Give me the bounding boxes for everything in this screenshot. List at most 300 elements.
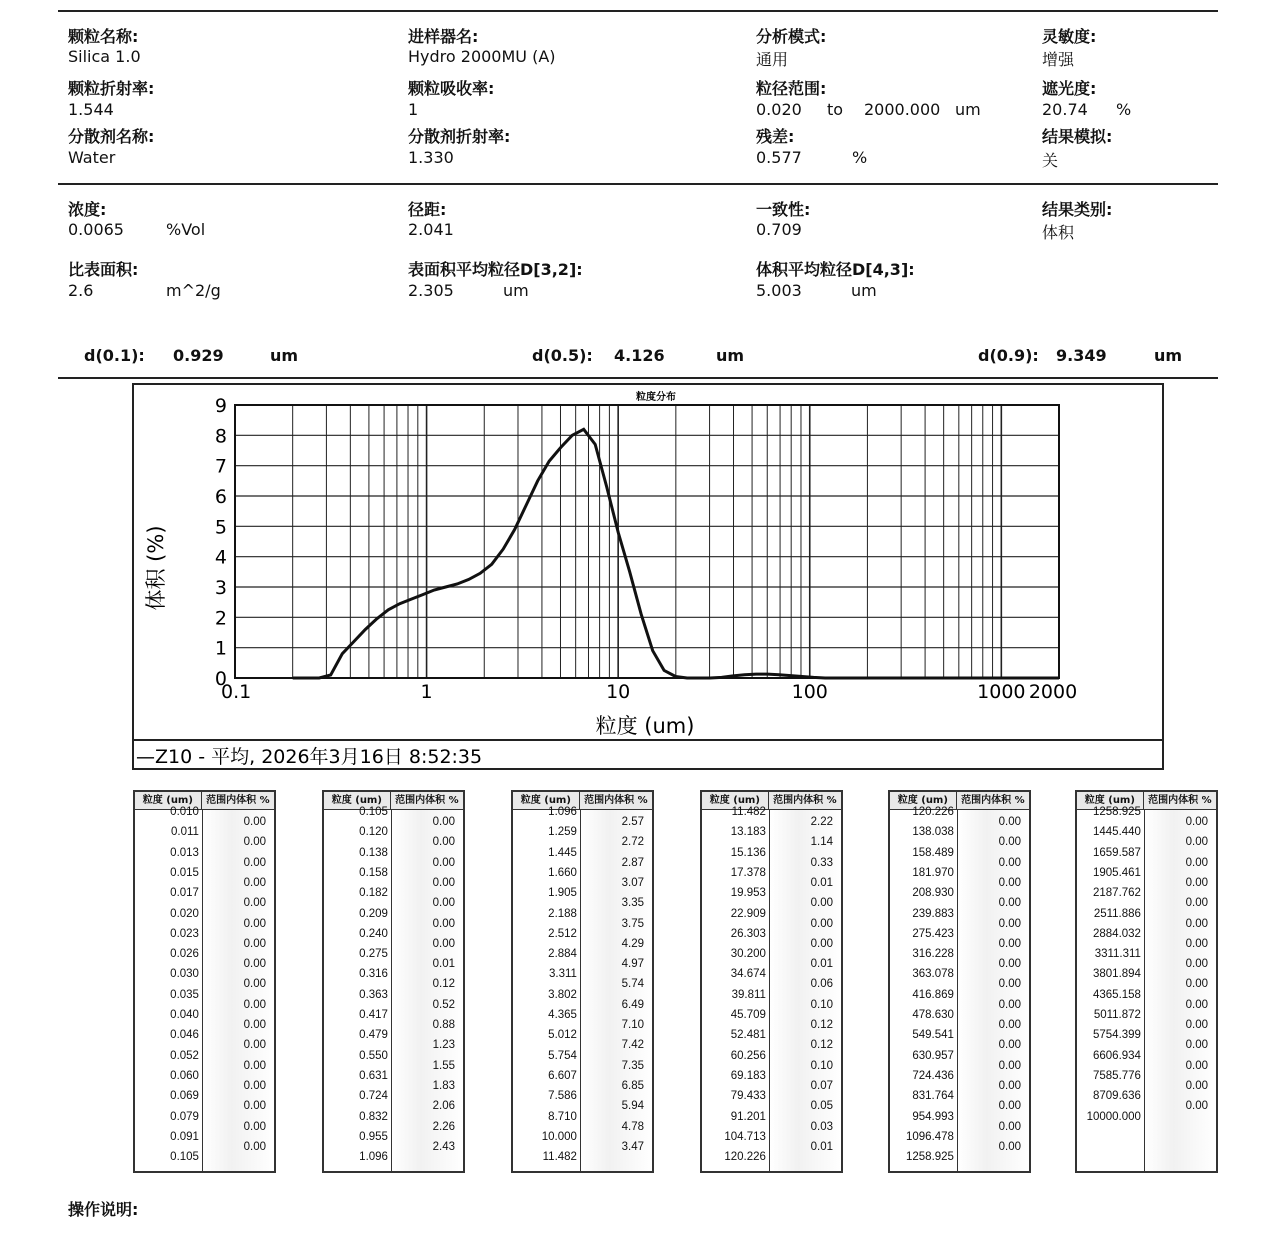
table-volume-cell: 0.00 [998, 917, 1021, 930]
table-volume-cell: 0.00 [1185, 816, 1208, 828]
table-size-cell: 91.201 [730, 1110, 766, 1123]
table-volume-cell: 0.01 [810, 958, 833, 971]
table-size-cell: 0.182 [359, 887, 388, 900]
table-size-cell: 5754.399 [1092, 1029, 1141, 1042]
table-volume-cell: 0.00 [432, 836, 455, 849]
table-volume-cell: 0.00 [243, 998, 266, 1011]
table-volume-cell: 0.10 [810, 1059, 833, 1072]
table-header-volume: 范围内体积 % [961, 795, 1025, 806]
table-size-cell: 0.316 [359, 968, 388, 981]
table-volume-cell: 2.43 [432, 1140, 455, 1153]
table-volume-cell: 2.06 [432, 1100, 455, 1113]
distribution-table [888, 790, 1031, 1173]
table-volume-cell: 0.00 [1185, 978, 1208, 991]
table-column-divider [1144, 809, 1146, 1171]
table-size-cell: 0.275 [359, 948, 388, 961]
table-size-cell: 10.000 [541, 1130, 577, 1143]
d90-unit: um [1154, 346, 1183, 365]
table-volume-cell: 0.00 [998, 856, 1021, 869]
table-volume-cell: 0.00 [1185, 836, 1208, 849]
table-volume-cell: 0.00 [243, 897, 266, 910]
table-size-cell: 0.105 [359, 806, 388, 818]
sampler-label: 进样器名: [408, 27, 479, 46]
table-volume-cell: 0.00 [243, 816, 266, 828]
d10-label: d(0.1): [84, 346, 145, 365]
table-size-cell: 30.200 [730, 948, 766, 961]
table-volume-cell: 0.00 [243, 978, 266, 991]
table-volume-cell: 0.00 [243, 836, 266, 849]
size-range-min: 0.020 [756, 100, 802, 119]
d32-label: 表面积平均粒径D[3,2]: [408, 260, 583, 279]
chart-svg [134, 385, 1162, 768]
table-volume-cell: 0.00 [432, 876, 455, 889]
table-volume-cell: 0.00 [1185, 1059, 1208, 1072]
table-volume-cell: 0.00 [1185, 1100, 1208, 1113]
table-column-divider [957, 809, 959, 1171]
y-tick-label: 8 [214, 425, 227, 448]
legend-entry: —Z10 - 平均, 2026年3月16日 8:52:35 [136, 746, 483, 768]
table-size-cell: 0.091 [170, 1130, 199, 1143]
table-volume-cell: 0.01 [810, 1140, 833, 1153]
header-divider [58, 183, 1218, 185]
table-volume-cell: 0.00 [810, 897, 833, 910]
table-volume-cell: 0.00 [243, 937, 266, 950]
table-volume-cell: 7.42 [621, 1039, 644, 1052]
table-size-cell: 239.883 [912, 907, 954, 920]
table-size-cell: 0.013 [170, 846, 199, 859]
obscuration-value: 20.74 [1042, 100, 1088, 119]
y-tick-label: 4 [214, 546, 227, 569]
table-size-cell: 1.660 [548, 866, 577, 879]
table-volume-cell: 0.00 [998, 1039, 1021, 1052]
table-volume-cell: 5.94 [621, 1100, 644, 1113]
d90-label: d(0.9): [978, 346, 1039, 365]
table-size-cell: 22.909 [730, 907, 766, 920]
table-volume-cell: 0.00 [998, 1100, 1021, 1113]
size-range-to: to [827, 100, 844, 119]
table-size-cell: 0.120 [359, 826, 388, 839]
d10-unit: um [270, 346, 299, 365]
x-tick-label: 100 [791, 681, 828, 703]
table-size-cell: 275.423 [912, 927, 954, 940]
table-size-cell: 11.482 [542, 1151, 577, 1164]
d10-value: 0.929 [173, 346, 224, 365]
table-column-divider [391, 809, 393, 1171]
table-volume-cell: 0.00 [243, 1100, 266, 1113]
table-size-cell: 1.096 [548, 806, 577, 818]
table-volume-cell: 0.00 [1185, 937, 1208, 950]
table-size-cell: 0.158 [359, 866, 388, 879]
x-tick-label: 1000 [977, 681, 1026, 703]
table-volume-cell: 1.14 [810, 836, 833, 849]
y-tick-label: 1 [214, 637, 227, 660]
table-size-cell: 6606.934 [1092, 1049, 1141, 1062]
table-volume-cell: 2.22 [810, 816, 833, 828]
table-size-cell: 2.188 [548, 907, 577, 920]
dispersant-ri-value: 1.330 [408, 148, 454, 167]
table-volume-cell: 7.10 [621, 1019, 644, 1031]
table-volume-cell: 0.05 [810, 1100, 833, 1113]
table-volume-cell: 0.00 [432, 816, 455, 828]
table-size-cell: 39.811 [731, 988, 766, 1001]
table-volume-cell: 5.74 [621, 978, 644, 991]
table-header-size: 粒度 (um) [135, 792, 202, 809]
table-size-cell: 831.764 [912, 1090, 954, 1103]
table-volume-cell: 0.00 [998, 978, 1021, 991]
table-size-cell: 0.138 [359, 846, 388, 859]
size-range-label: 粒径范围: [756, 79, 827, 98]
sampler-value: Hydro 2000MU (A) [408, 47, 556, 66]
x-tick-label: 0.1 [221, 681, 252, 703]
table-size-cell: 416.869 [912, 988, 954, 1001]
y-tick-label: 7 [214, 455, 227, 478]
table-volume-cell: 0.00 [432, 917, 455, 930]
table-volume-cell: 6.49 [621, 998, 644, 1011]
table-volume-cell: 3.07 [621, 876, 644, 889]
distribution-table [1075, 790, 1218, 1173]
table-volume-cell: 3.75 [621, 917, 644, 930]
table-volume-cell: 0.00 [1185, 856, 1208, 869]
particle-size-chart [132, 383, 1164, 770]
table-size-cell: 0.052 [170, 1049, 199, 1062]
table-volume-cell: 2.57 [621, 816, 644, 828]
table-volume-cell: 0.00 [998, 876, 1021, 889]
residual-value: 0.577 [756, 148, 802, 167]
table-size-cell: 2511.886 [1093, 907, 1141, 920]
top-rule [58, 10, 1218, 12]
table-size-cell: 0.011 [171, 826, 199, 839]
table-header-volume: 范围内体积 % [584, 795, 648, 806]
x-tick-label: 1 [420, 681, 433, 703]
table-volume-cell: 0.00 [810, 917, 833, 930]
table-volume-cell: 0.03 [810, 1120, 833, 1133]
ssa-unit: m^2/g [166, 281, 221, 300]
table-size-cell: 34.674 [730, 968, 766, 981]
refractive-value: 1.544 [68, 100, 114, 119]
uniformity-label: 一致性: [756, 200, 811, 219]
table-volume-cell: 0.00 [1185, 897, 1208, 910]
table-volume-cell: 0.00 [810, 937, 833, 950]
table-size-cell: 60.256 [730, 1049, 766, 1062]
size-range-max: 2000.000 [864, 100, 941, 119]
table-header-size: 粒度 (um) [324, 792, 391, 809]
table-volume-cell: 0.00 [243, 1039, 266, 1052]
table-size-cell: 5.754 [548, 1049, 577, 1062]
table-size-cell: 4.365 [548, 1009, 577, 1021]
table-size-cell: 3.311 [549, 968, 577, 981]
table-size-cell: 158.489 [912, 846, 954, 859]
table-size-cell: 7585.776 [1092, 1069, 1141, 1082]
obscuration-label: 遮光度: [1042, 79, 1097, 98]
table-size-cell: 0.079 [170, 1110, 199, 1123]
distribution-table [700, 790, 843, 1173]
d43-label: 体积平均粒径D[4,3]: [756, 260, 915, 279]
table-size-cell: 0.479 [359, 1029, 388, 1042]
table-size-cell: 0.017 [170, 887, 199, 900]
sensitivity-value: 增强 [1042, 50, 1075, 69]
table-volume-cell: 0.00 [432, 937, 455, 950]
table-size-cell: 2.512 [548, 927, 577, 940]
size-range-unit: um [955, 100, 981, 119]
table-size-cell: 138.038 [912, 826, 954, 839]
table-size-cell: 45.709 [730, 1009, 766, 1021]
distribution-table [322, 790, 465, 1173]
table-size-cell: 549.541 [912, 1029, 954, 1042]
table-volume-cell: 1.23 [432, 1039, 455, 1052]
y-tick-label: 9 [214, 395, 227, 417]
table-size-cell: 0.417 [359, 1009, 388, 1021]
table-volume-cell: 4.78 [621, 1120, 644, 1133]
table-header-size: 粒度 (um) [513, 792, 580, 809]
emulation-value: 关 [1042, 151, 1059, 170]
particle-name-label: 颗粒名称: [68, 27, 139, 46]
table-volume-cell: 0.00 [243, 1059, 266, 1072]
table-header-size: 粒度 (um) [702, 792, 769, 809]
table-column-divider [202, 809, 204, 1171]
distribution-table [511, 790, 654, 1173]
table-size-cell: 104.713 [724, 1130, 766, 1143]
x-axis-label: 粒度 (um) [595, 714, 695, 738]
analysis-mode-value: 通用 [756, 50, 789, 69]
analysis-mode-label: 分析模式: [756, 27, 827, 46]
table-size-cell: 0.631 [359, 1069, 388, 1082]
table-header-volume: 范围内体积 % [773, 795, 837, 806]
table-volume-cell: 4.97 [621, 958, 644, 971]
table-volume-cell: 7.35 [621, 1059, 644, 1072]
table-size-cell: 0.955 [359, 1130, 388, 1143]
table-volume-cell: 0.00 [998, 998, 1021, 1011]
table-volume-cell: 0.00 [1185, 1039, 1208, 1052]
d43-unit: um [851, 281, 877, 300]
table-size-cell: 2884.032 [1092, 927, 1141, 940]
table-volume-cell: 0.00 [1185, 1019, 1208, 1031]
table-volume-cell: 0.00 [1185, 917, 1208, 930]
table-size-cell: 0.035 [170, 988, 199, 1001]
table-size-cell: 0.105 [170, 1151, 199, 1164]
table-volume-cell: 1.83 [432, 1079, 455, 1092]
y-tick-label: 5 [214, 516, 227, 539]
table-size-cell: 2187.762 [1092, 887, 1141, 900]
table-volume-cell: 0.00 [243, 1120, 266, 1133]
table-size-cell: 1096.478 [905, 1130, 954, 1143]
table-size-cell: 0.060 [170, 1069, 199, 1082]
table-volume-cell: 3.35 [621, 897, 644, 910]
table-size-cell: 1905.461 [1092, 866, 1141, 879]
table-volume-cell: 0.00 [998, 816, 1021, 828]
table-volume-cell: 3.47 [621, 1140, 644, 1153]
table-header [324, 792, 463, 810]
table-volume-cell: 0.01 [810, 876, 833, 889]
table-size-cell: 0.015 [170, 866, 199, 879]
table-volume-cell: 0.00 [243, 1079, 266, 1092]
table-size-cell: 0.550 [359, 1049, 388, 1062]
table-volume-cell: 0.00 [998, 1019, 1021, 1031]
d50-label: d(0.5): [532, 346, 593, 365]
table-size-cell: 0.363 [359, 988, 388, 1001]
table-volume-cell: 2.87 [621, 856, 644, 869]
table-header [702, 792, 841, 810]
table-size-cell: 15.136 [730, 846, 766, 859]
table-size-cell: 5011.872 [1093, 1009, 1141, 1021]
table-volume-cell: 1.55 [432, 1059, 455, 1072]
table-size-cell: 2.884 [548, 948, 577, 961]
table-volume-cell: 0.00 [998, 897, 1021, 910]
table-size-cell: 1258.925 [1092, 806, 1141, 818]
table-volume-cell: 0.12 [810, 1039, 833, 1052]
table-size-cell: 1445.440 [1092, 826, 1141, 839]
d50-unit: um [716, 346, 745, 365]
table-size-cell: 363.078 [912, 968, 954, 981]
table-header [135, 792, 274, 810]
d32-value: 2.305 [408, 281, 454, 300]
uniformity-value: 0.709 [756, 220, 802, 239]
result-type-label: 结果类别: [1042, 200, 1113, 219]
table-size-cell: 120.226 [912, 806, 954, 818]
y-tick-label: 3 [214, 577, 227, 599]
table-header [513, 792, 652, 810]
d50-value: 4.126 [614, 346, 665, 365]
table-volume-cell: 2.72 [621, 836, 644, 849]
x-tick-label: 2000 [1028, 681, 1078, 703]
table-size-cell: 3.802 [548, 988, 577, 1001]
y-tick-label: 6 [214, 486, 227, 508]
table-size-cell: 8709.636 [1092, 1090, 1141, 1103]
table-header-volume: 范围内体积 % [395, 795, 459, 806]
table-size-cell: 120.226 [724, 1151, 766, 1164]
dispersant-label: 分散剂名称: [68, 127, 155, 146]
concentration-value: 0.0065 [68, 220, 124, 239]
table-volume-cell: 0.00 [432, 897, 455, 910]
residual-unit: % [852, 148, 868, 167]
table-volume-cell: 0.00 [998, 958, 1021, 971]
table-size-cell: 1.905 [548, 887, 577, 900]
table-size-cell: 1258.925 [905, 1151, 954, 1164]
obscuration-unit: % [1116, 100, 1132, 119]
table-volume-cell: 0.88 [432, 1019, 455, 1031]
table-volume-cell: 0.01 [432, 958, 455, 971]
dispersant-ri-label: 分散剂折射率: [408, 127, 511, 146]
table-size-cell: 724.436 [912, 1069, 954, 1082]
absorption-value: 1 [408, 100, 419, 119]
d43-value: 5.003 [756, 281, 802, 300]
particle-name-value: Silica 1.0 [68, 47, 141, 66]
table-size-cell: 954.993 [912, 1110, 954, 1123]
table-size-cell: 0.832 [359, 1110, 388, 1123]
table-size-cell: 17.378 [730, 866, 766, 879]
table-size-cell: 10000.000 [1086, 1110, 1141, 1123]
ssa-label: 比表面积: [68, 260, 139, 279]
table-size-cell: 26.303 [730, 927, 766, 940]
distribution-table [133, 790, 276, 1173]
table-size-cell: 1.096 [359, 1151, 388, 1164]
table-volume-cell: 0.00 [432, 856, 455, 869]
table-volume-cell: 0.00 [243, 958, 266, 971]
table-size-cell: 0.026 [170, 948, 199, 961]
y-axis-label: 体积 (%) [144, 525, 168, 611]
table-volume-cell: 0.00 [243, 1140, 266, 1153]
table-size-cell: 0.030 [170, 968, 199, 981]
table-volume-cell: 0.10 [810, 998, 833, 1011]
ssa-value: 2.6 [68, 281, 94, 300]
refractive-label: 颗粒折射率: [68, 79, 155, 98]
table-volume-cell: 0.00 [1185, 958, 1208, 971]
table-size-cell: 69.183 [730, 1069, 766, 1082]
table-size-cell: 478.630 [912, 1009, 954, 1021]
table-size-cell: 8.710 [548, 1110, 577, 1123]
table-header [890, 792, 1029, 810]
table-volume-cell: 0.00 [243, 876, 266, 889]
table-column-divider [769, 809, 771, 1171]
table-size-cell: 5.012 [548, 1029, 577, 1042]
table-size-cell: 0.724 [359, 1090, 388, 1103]
table-size-cell: 0.023 [170, 927, 199, 940]
table-size-cell: 0.069 [170, 1090, 199, 1103]
table-volume-cell: 0.33 [810, 856, 833, 869]
table-size-cell: 7.586 [548, 1090, 577, 1103]
table-volume-cell: 0.00 [998, 937, 1021, 950]
table-size-cell: 4365.158 [1092, 988, 1141, 1001]
table-size-cell: 52.481 [730, 1029, 766, 1042]
sensitivity-label: 灵敏度: [1042, 27, 1097, 46]
table-volume-cell: 6.85 [621, 1079, 644, 1092]
table-volume-cell: 0.00 [998, 836, 1021, 849]
table-volume-cell: 0.00 [998, 1079, 1021, 1092]
span-label: 径距: [408, 200, 447, 219]
table-size-cell: 3801.894 [1092, 968, 1141, 981]
concentration-label: 浓度: [68, 200, 107, 219]
table-volume-cell: 0.00 [998, 1120, 1021, 1133]
d32-unit: um [503, 281, 529, 300]
table-header-size: 粒度 (um) [1077, 792, 1144, 809]
table-volume-cell: 0.06 [810, 978, 833, 991]
result-type-value: 体积 [1042, 223, 1075, 242]
table-volume-cell: 4.29 [621, 937, 644, 950]
table-volume-cell: 2.26 [432, 1120, 455, 1133]
table-size-cell: 0.046 [170, 1029, 199, 1042]
table-size-cell: 0.040 [170, 1009, 199, 1021]
table-size-cell: 208.930 [912, 887, 954, 900]
d90-value: 9.349 [1056, 346, 1107, 365]
x-tick-label: 10 [606, 681, 631, 703]
table-volume-cell: 0.00 [998, 1140, 1021, 1153]
table-volume-cell: 0.00 [1185, 1079, 1208, 1092]
table-size-cell: 0.010 [170, 806, 199, 818]
table-volume-cell: 0.12 [432, 978, 455, 991]
table-volume-cell: 0.00 [243, 1019, 266, 1031]
table-size-cell: 0.020 [170, 907, 199, 920]
table-size-cell: 630.957 [912, 1049, 954, 1062]
table-column-divider [580, 809, 582, 1171]
concentration-unit: %Vol [166, 220, 206, 239]
table-size-cell: 1.259 [548, 826, 577, 839]
table-volume-cell: 0.00 [243, 856, 266, 869]
emulation-label: 结果模拟: [1042, 127, 1113, 146]
table-volume-cell: 0.52 [432, 998, 455, 1011]
table-size-cell: 1.445 [548, 846, 577, 859]
dispersant-value: Water [68, 148, 116, 167]
table-size-cell: 79.433 [730, 1090, 766, 1103]
table-size-cell: 3311.311 [1094, 948, 1141, 961]
table-size-cell: 13.183 [730, 826, 766, 839]
y-tick-label: 2 [214, 607, 227, 630]
dvalues-divider [58, 377, 1218, 379]
table-volume-cell: 0.00 [998, 1059, 1021, 1072]
y-tick-label: 0 [214, 668, 227, 690]
table-volume-cell: 0.07 [810, 1079, 833, 1092]
table-volume-cell: 0.00 [1185, 998, 1208, 1011]
table-size-cell: 6.607 [548, 1069, 577, 1082]
residual-label: 残差: [756, 127, 795, 146]
